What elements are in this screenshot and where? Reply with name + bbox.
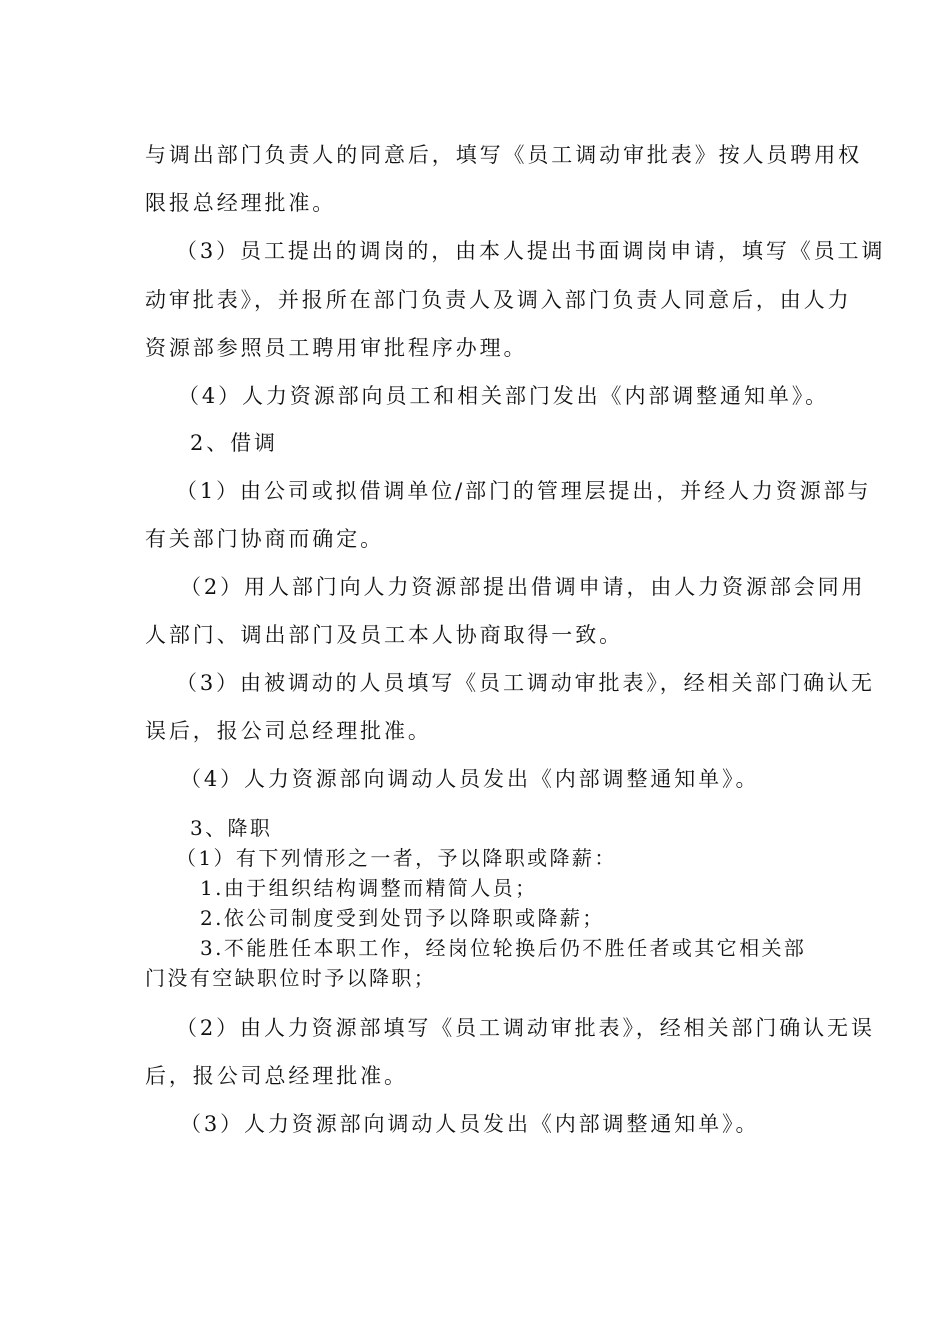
paragraph-line: （1）有下列情形之一者，予以降职或降薪：: [176, 846, 617, 870]
section-heading: 2、借调: [190, 431, 278, 455]
paragraph-line: （1）由公司或拟借调单位/部门的管理层提出，并经人力资源部与: [176, 479, 872, 503]
paragraph-line: 有关部门协商而确定。: [145, 527, 384, 551]
paragraph-line: 人部门、调出部门及员工本人协商取得一致。: [145, 623, 623, 647]
list-item: 2.依公司制度受到处罚予以降职或降薪；: [200, 906, 605, 930]
list-item: 3.不能胜任本职工作，经岗位轮换后仍不胜任者或其它相关部: [200, 936, 807, 960]
paragraph-line: （2）由人力资源部填写《员工调动审批表》，经相关部门确认无误: [176, 1016, 875, 1040]
list-item: 门没有空缺职位时予以降职；: [145, 966, 437, 990]
paragraph-line: （2）用人部门向人力资源部提出借调申请，由人力资源部会同用: [180, 575, 866, 599]
section-heading: 3、降职: [190, 816, 273, 840]
paragraph-line: （3）人力资源部向调动人员发出《内部调整通知单》。: [180, 1112, 760, 1136]
paragraph-line: （4）人力资源部向调动人员发出《内部调整通知单》。: [180, 767, 760, 791]
paragraph-line: （3）员工提出的调岗的，由本人提出书面调岗申请，填写《员工调: [176, 239, 886, 263]
paragraph-line: 动审批表》，并报所在部门负责人及调入部门负责人同意后，由人力: [145, 288, 852, 312]
list-item: 1.由于组织结构调整而精简人员；: [200, 876, 538, 900]
paragraph-line: 资源部参照员工聘用审批程序办理。: [145, 336, 528, 360]
paragraph-line: 与调出部门负责人的同意后，填写《员工调动审批表》按人员聘用权: [145, 143, 862, 167]
paragraph-line: 误后，报公司总经理批准。: [145, 719, 432, 743]
paragraph-line: 限报总经理批准。: [145, 191, 337, 215]
paragraph-line: （3）由被调动的人员填写《员工调动审批表》，经相关部门确认无: [176, 671, 875, 695]
paragraph-line: 后，报公司总经理批准。: [145, 1064, 408, 1088]
paragraph-line: （4）人力资源部向员工和相关部门发出《内部调整通知单》。: [178, 384, 830, 408]
